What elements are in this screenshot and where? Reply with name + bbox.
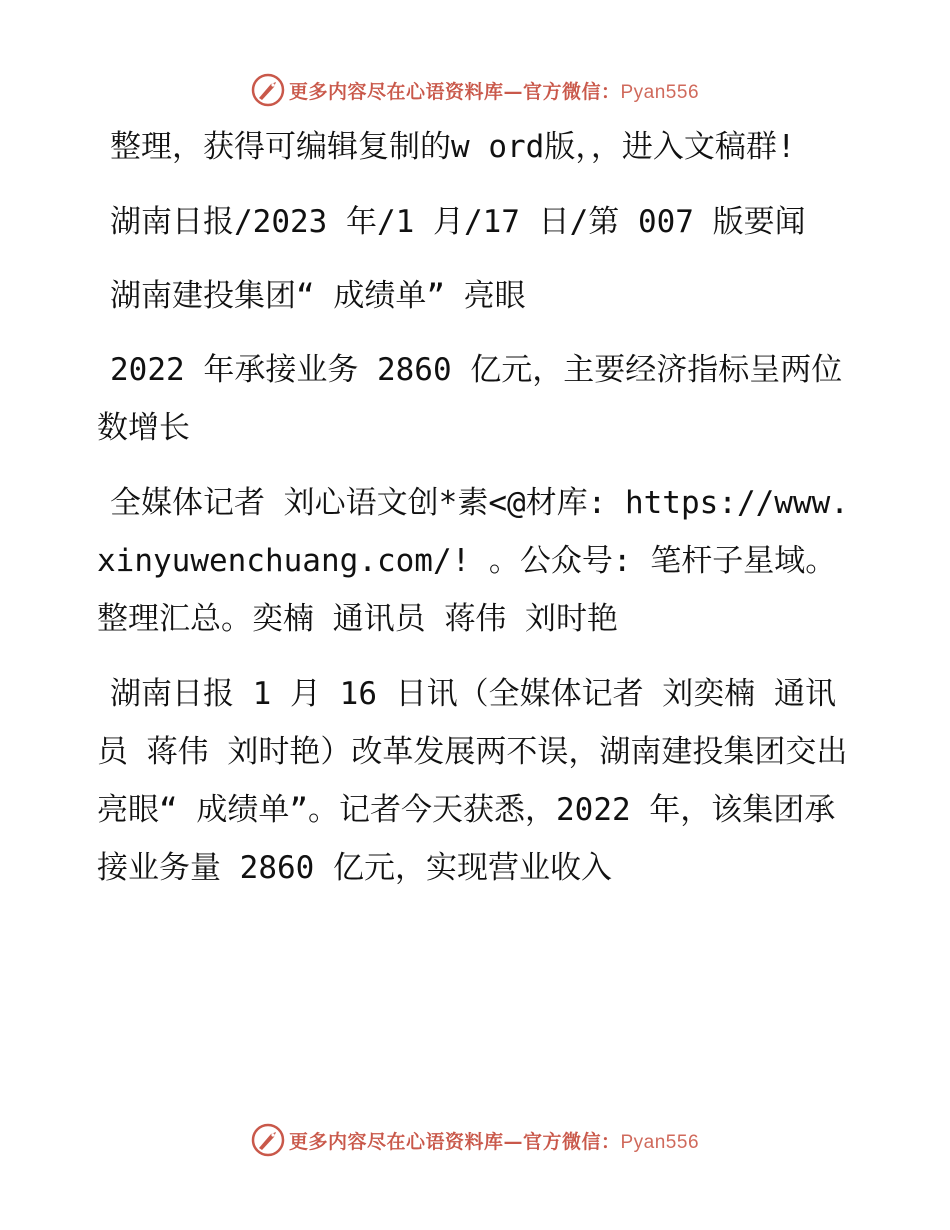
watermark-text: 更多内容尽在心语资料库—官方微信：Pyan556 (288, 80, 700, 103)
pen-nib-logo-icon (251, 1123, 285, 1157)
pen-nib-logo-icon (251, 73, 285, 107)
paragraph-source: 湖南日报/2023 年/1 月/17 日/第 007 版要闻 (110, 204, 806, 240)
header-watermark-banner (0, 70, 950, 110)
watermark-text: 更多内容尽在心语资料库—官方微信：Pyan556 (288, 1130, 700, 1153)
paragraph-lead: 湖南日报 1 月 16 日讯（全媒体记者 刘奕楠 通讯员 蒋伟 刘时艳）改革发展两不误，湖南建投集团交出亮眼“ 成绩单”。记者今天获悉，2022 年，该集团承接业务量 2860 亿元，实现营业收入 (97, 676, 848, 886)
wechat-id: Pyan556 (620, 1131, 700, 1153)
wechat-id: Pyan556 (620, 81, 700, 103)
article-title: 湖南建投集团“ 成绩单” 亮眼 (110, 278, 526, 314)
byline: 全媒体记者 刘心语文创*素<@材库: https://www.xinyuwenchuang.com/! 。公众号: 笔杆子星域。整理汇总。奕楠 通讯员 蒋伟 刘时艳 (97, 485, 849, 637)
paragraph-intro: 整理，获得可编辑复制的w ord版，，进入文稿群! (110, 129, 796, 165)
footer-watermark-banner (0, 1120, 950, 1160)
article-subtitle: 2022 年承接业务 2860 亿元，主要经济指标呈两位数增长 (97, 352, 843, 446)
article-body (97, 118, 857, 914)
